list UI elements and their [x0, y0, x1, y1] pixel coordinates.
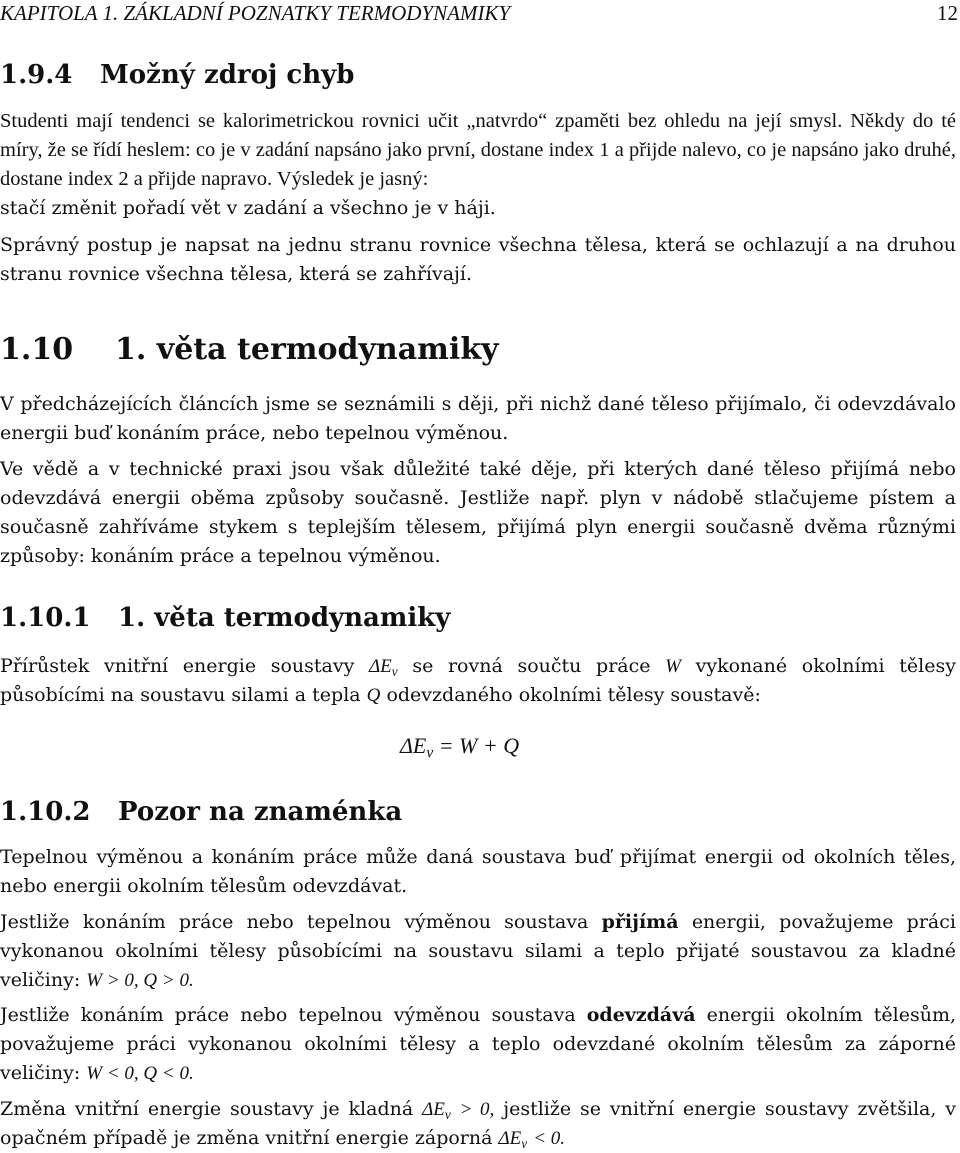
- text-fragment: Jestliže konáním práce nebo tepelnou výměnou soustava: [0, 911, 589, 933]
- paragraph-first-law-statement: [0, 652, 956, 710]
- text-fragment: Přírůstek vnitřní energie soustavy: [0, 655, 355, 677]
- paragraph-text: Studenti mají tendenci se kalorimetrickou rovnici učit „natvrdo“ zpaměti bez ohledu na její smysl. Někdy do té míry, že se řídí heslem: co je v zadání napsáno jako první, dostane index 1 a přijde nalevo, co je napsáno jako druhé, dostane index 2 a přijde napravo. Výsledek je jasný:: [0, 110, 956, 190]
- emphasis-receives: přijímá: [601, 911, 679, 933]
- paragraph-internal-energy-change: [0, 1095, 956, 1153]
- work-symbol: W: [665, 656, 681, 677]
- section-title: Možný zdroj chyb: [100, 60, 355, 90]
- section-heading-1-9-4: [0, 60, 354, 90]
- text-fragment: odevzdaného okolními tělesy soustavě:: [386, 684, 761, 706]
- paragraph-text: Ve vědě a v technické praxi jsou však důležité také děje, při kterých dané těleso přijímá nebo odevzdává energii oběma způsoby současně. Jestliže např. plyn v nádobě stlačujeme pístem a současně zahříváme stykem s teplejším tělesem, přijímá plyn energii současně dvěma různými způsoby: konáním práce a tepelnou výměnou.: [0, 458, 956, 567]
- math-symbol: ΔE: [498, 1128, 522, 1149]
- math-symbol: ΔE: [422, 1099, 445, 1120]
- section-number: 1.9.4: [0, 60, 73, 90]
- equation-rhs: = W + Q: [438, 733, 520, 758]
- paragraph-both-ways: [0, 455, 956, 571]
- text-fragment: vykonané okolními tělesy působícími na soustavu silami a tepla: [0, 655, 956, 706]
- paragraph-negative-sign: [0, 1001, 956, 1088]
- positive-change-condition: > 0,: [459, 1099, 495, 1120]
- paragraph-correct-procedure: [0, 231, 956, 289]
- paragraph-text: Tepelnou výměnou a konáním práce může daná soustava buď přijímat energii od okolních těles, nebo energii okolním tělesům odevzdávat.: [0, 846, 956, 897]
- delta-energy-symbol: [499, 1128, 528, 1149]
- delta-energy-symbol: [422, 1099, 451, 1120]
- math-subscript: v: [391, 663, 398, 679]
- section-heading-1-10-1: [0, 603, 450, 633]
- math-subscript: v: [521, 1135, 528, 1151]
- paragraph-mistake-source-end: [0, 194, 956, 223]
- chapter-title: KAPITOLA 1. ZÁKLADNÍ POZNATKY TERMODYNAMIKY: [0, 1, 511, 25]
- paragraph-sign-intro: [0, 843, 956, 901]
- text-fragment: energii okolním tělesům, považujeme práci vykonanou okolními tělesy a teplo odevzdané okolním tělesům za záporné veličiny:: [0, 1004, 957, 1084]
- math-subscript: v: [426, 744, 434, 762]
- delta-energy-symbol: [369, 656, 398, 677]
- paragraph-positive-sign: [0, 908, 956, 995]
- text-fragment: se rovná součtu práce: [412, 655, 651, 677]
- math-subscript: v: [444, 1106, 451, 1122]
- paragraph-intro-energy: [0, 390, 956, 448]
- negative-change-condition: < 0.: [533, 1128, 566, 1149]
- section-number: 1.10.2: [0, 797, 91, 827]
- math-symbol: ΔE: [400, 733, 427, 758]
- running-header: [0, 0, 958, 26]
- section-title: 1. věta termodynamiky: [115, 332, 499, 367]
- section-heading-1-10-2: [0, 797, 402, 827]
- paragraph-text: Správný postup je napsat na jednu stranu rovnice všechna tělesa, která se ochlazují a na druhou stranu rovnice všechna tělesa, která se zahřívají.: [0, 234, 956, 285]
- text-fragment: energii, považujeme práci vykonanou okolními tělesy působícími na soustavu silami a teplo přijaté soustavou za kladné veličiny:: [0, 911, 956, 991]
- first-law-equation: [400, 733, 520, 762]
- positive-condition: W > 0, Q > 0.: [86, 970, 194, 991]
- paragraph-text: stačí změnit pořadí vět v zadání a všechno je v háji.: [0, 197, 496, 219]
- page-number: 12: [937, 1, 958, 25]
- emphasis-releases: odevzdává: [586, 1004, 696, 1026]
- negative-condition: W < 0, Q < 0.: [86, 1063, 194, 1084]
- paragraph-text: V předcházejících článcích jsme se seznámili s ději, při nichž dané těleso přijímalo, či odevzdávalo energii buď konáním práce, nebo tepelnou výměnou.: [0, 393, 956, 444]
- text-fragment: jestliže se vnitřní energie soustavy zvětšila, v opačném případě je změna vnitřní energie záporná: [0, 1098, 957, 1149]
- section-number: 1.10.1: [0, 603, 91, 633]
- section-title: Pozor na znaménka: [118, 797, 403, 827]
- heat-symbol: Q: [366, 685, 381, 706]
- paragraph-mistake-source-times: [0, 107, 956, 190]
- section-title: 1. věta termodynamiky: [118, 603, 451, 633]
- section-heading-1-10: [0, 332, 499, 367]
- text-fragment: Změna vnitřní energie soustavy je kladná: [0, 1098, 414, 1120]
- math-symbol: ΔE: [369, 656, 392, 677]
- text-fragment: Jestliže konáním práce nebo tepelnou výměnou soustava: [0, 1004, 576, 1026]
- section-number: 1.10: [0, 332, 74, 367]
